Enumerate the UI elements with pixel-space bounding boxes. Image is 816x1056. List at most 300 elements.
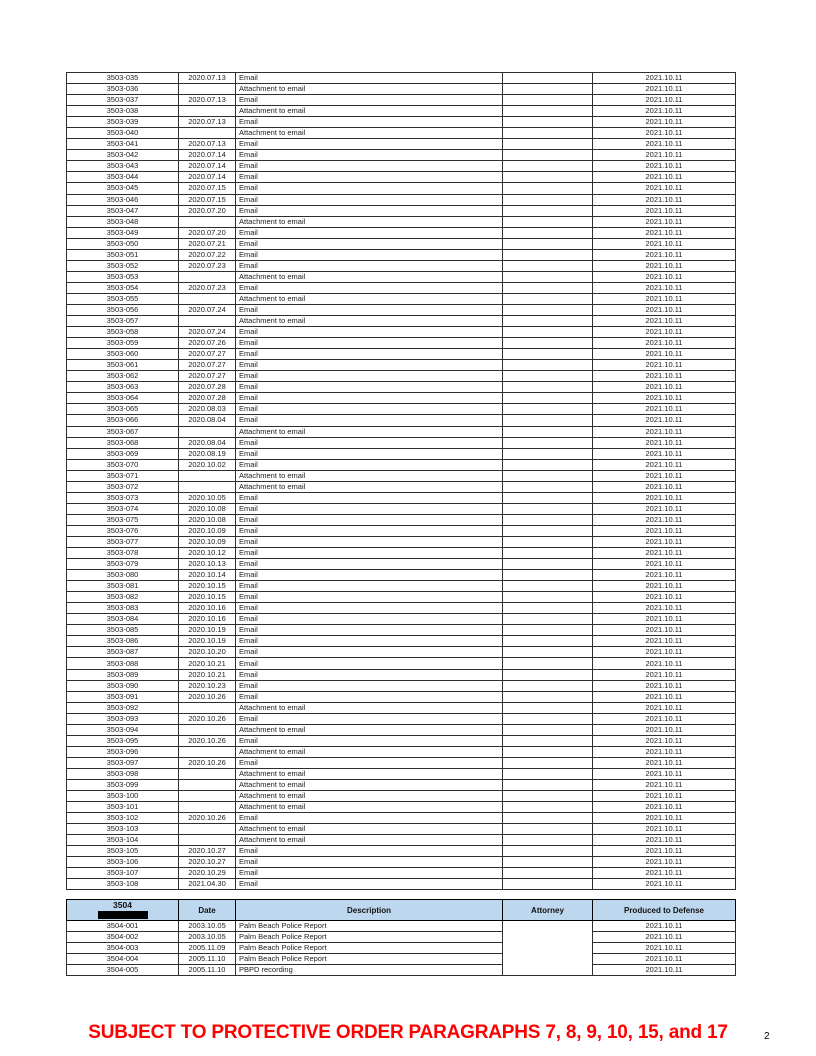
control-number-cell: 3503-075 (67, 514, 179, 525)
table-row (67, 249, 736, 260)
date-cell (179, 481, 236, 492)
produced-cell: 2021.10.11 (593, 559, 736, 570)
produced-cell: 2021.10.11 (593, 724, 736, 735)
table-row (67, 282, 736, 293)
attorney-cell (503, 570, 593, 581)
description-cell: Attachment to email (236, 426, 503, 437)
produced-cell: 2021.10.11 (593, 338, 736, 349)
control-number-cell: 3503-084 (67, 614, 179, 625)
attorney-cell (503, 592, 593, 603)
date-cell: 2020.10.29 (179, 868, 236, 879)
control-number-cell: 3503-041 (67, 139, 179, 150)
table-row (67, 724, 736, 735)
produced-cell: 2021.10.11 (593, 437, 736, 448)
table-row (67, 581, 736, 592)
description-cell: Email (236, 161, 503, 172)
attorney-cell (503, 868, 593, 879)
attorney-cell (503, 921, 593, 976)
table-row (67, 835, 736, 846)
table-row (67, 954, 736, 965)
produced-cell: 2021.10.11 (593, 172, 736, 183)
control-number-cell: 3503-103 (67, 824, 179, 835)
control-number-cell: 3503-035 (67, 73, 179, 84)
attorney-cell (503, 415, 593, 426)
produced-cell: 2021.10.11 (593, 669, 736, 680)
control-number-cell: 3503-047 (67, 205, 179, 216)
control-number-cell: 3503-093 (67, 713, 179, 724)
produced-cell: 2021.10.11 (593, 271, 736, 282)
date-cell: 2005.11.10 (179, 965, 236, 976)
control-number-cell: 3503-107 (67, 868, 179, 879)
produced-cell: 2021.10.11 (593, 448, 736, 459)
exhibit-3504-header-row (67, 900, 736, 921)
date-cell: 2020.10.27 (179, 846, 236, 857)
produced-cell: 2021.10.11 (593, 680, 736, 691)
date-cell: 2020.07.20 (179, 227, 236, 238)
produced-cell: 2021.10.11 (593, 117, 736, 128)
description-cell: Palm Beach Police Report (236, 954, 503, 965)
produced-cell: 2021.10.11 (593, 835, 736, 846)
date-cell: 2020.07.27 (179, 349, 236, 360)
attorney-cell (503, 338, 593, 349)
control-number-cell: 3504-003 (67, 943, 179, 954)
description-cell: Attachment to email (236, 702, 503, 713)
produced-cell: 2021.10.11 (593, 768, 736, 779)
control-number-cell: 3504-001 (67, 921, 179, 932)
control-number-cell: 3503-069 (67, 448, 179, 459)
date-cell: 2020.10.16 (179, 614, 236, 625)
date-cell: 2003.10.05 (179, 921, 236, 932)
date-cell: 2020.10.08 (179, 503, 236, 514)
produced-cell: 2021.10.11 (593, 932, 736, 943)
date-header: Date (179, 900, 236, 921)
control-number-cell: 3503-038 (67, 106, 179, 117)
description-cell: Email (236, 459, 503, 470)
control-number-cell: 3503-100 (67, 791, 179, 802)
date-cell: 2020.10.08 (179, 514, 236, 525)
description-cell: Email (236, 437, 503, 448)
date-cell: 2020.07.15 (179, 194, 236, 205)
control-number-cell: 3503-071 (67, 470, 179, 481)
table-row (67, 614, 736, 625)
description-cell: Attachment to email (236, 481, 503, 492)
produced-cell: 2021.10.11 (593, 139, 736, 150)
description-cell: Email (236, 813, 503, 824)
description-cell: Email (236, 857, 503, 868)
table-row (67, 271, 736, 282)
description-cell: Email (236, 548, 503, 559)
description-cell: Palm Beach Police Report (236, 932, 503, 943)
produced-cell: 2021.10.11 (593, 393, 736, 404)
produced-cell: 2021.10.11 (593, 735, 736, 746)
table-row (67, 943, 736, 954)
attorney-cell (503, 117, 593, 128)
produced-cell: 2021.10.11 (593, 824, 736, 835)
attorney-cell (503, 316, 593, 327)
produced-cell: 2021.10.11 (593, 260, 736, 271)
attorney-cell (503, 470, 593, 481)
attorney-cell (503, 448, 593, 459)
control-number-cell: 3503-042 (67, 150, 179, 161)
control-number-cell: 3503-099 (67, 780, 179, 791)
produced-cell: 2021.10.11 (593, 183, 736, 194)
date-cell: 2020.07.14 (179, 172, 236, 183)
produced-cell: 2021.10.11 (593, 503, 736, 514)
table-row (67, 316, 736, 327)
table-row (67, 514, 736, 525)
date-cell: 2020.07.28 (179, 393, 236, 404)
date-cell: 2020.07.27 (179, 360, 236, 371)
attorney-cell (503, 327, 593, 338)
date-cell: 2020.10.21 (179, 669, 236, 680)
date-cell: 2020.08.03 (179, 404, 236, 415)
table-row (67, 139, 736, 150)
control-number-cell: 3503-054 (67, 282, 179, 293)
protective-order-notice: SUBJECT TO PROTECTIVE ORDER PARAGRAPHS 7, 8, 9, 10, 15, and 17 (88, 1022, 728, 1043)
exhibit-3503-table (66, 72, 736, 890)
description-cell: Attachment to email (236, 768, 503, 779)
control-number-cell: 3503-106 (67, 857, 179, 868)
attorney-cell (503, 205, 593, 216)
control-number-cell: 3503-067 (67, 426, 179, 437)
control-number-cell: 3503-104 (67, 835, 179, 846)
description-cell: Email (236, 514, 503, 525)
control-number-cell: 3503-052 (67, 260, 179, 271)
control-number-cell: 3503-065 (67, 404, 179, 415)
date-cell: 2020.07.24 (179, 304, 236, 315)
description-cell: Attachment to email (236, 791, 503, 802)
description-cell: Attachment to email (236, 106, 503, 117)
date-cell: 2020.10.21 (179, 658, 236, 669)
control-number-cell: 3503-059 (67, 338, 179, 349)
table-row (67, 183, 736, 194)
produced-cell: 2021.10.11 (593, 757, 736, 768)
date-cell (179, 316, 236, 327)
control-number-cell: 3503-053 (67, 271, 179, 282)
produced-cell: 2021.10.11 (593, 921, 736, 932)
date-cell: 2020.07.23 (179, 260, 236, 271)
date-cell: 2020.08.19 (179, 448, 236, 459)
produced-cell: 2021.10.11 (593, 592, 736, 603)
table-row (67, 702, 736, 713)
control-number-cell: 3503-049 (67, 227, 179, 238)
description-cell: Email (236, 581, 503, 592)
description-cell: Email (236, 95, 503, 106)
attorney-header: Attorney (503, 900, 593, 921)
description-cell: Email (236, 691, 503, 702)
description-cell: Email (236, 238, 503, 249)
date-cell: 2020.10.13 (179, 559, 236, 570)
attorney-cell (503, 581, 593, 592)
description-cell: Attachment to email (236, 746, 503, 757)
description-cell: Email (236, 183, 503, 194)
date-cell (179, 768, 236, 779)
description-cell: Email (236, 117, 503, 128)
attorney-cell (503, 647, 593, 658)
date-cell (179, 216, 236, 227)
control-number-cell: 3503-090 (67, 680, 179, 691)
control-number-cell: 3503-095 (67, 735, 179, 746)
attorney-cell (503, 780, 593, 791)
produced-cell: 2021.10.11 (593, 636, 736, 647)
control-number-cell: 3504-005 (67, 965, 179, 976)
date-cell: 2020.10.15 (179, 581, 236, 592)
date-cell: 2020.10.19 (179, 625, 236, 636)
date-cell: 2020.10.23 (179, 680, 236, 691)
attorney-cell (503, 84, 593, 95)
attorney-cell (503, 183, 593, 194)
produced-cell: 2021.10.11 (593, 227, 736, 238)
description-cell: Email (236, 371, 503, 382)
attorney-cell (503, 349, 593, 360)
date-cell (179, 824, 236, 835)
description-cell: Email (236, 227, 503, 238)
date-cell: 2020.10.19 (179, 636, 236, 647)
attorney-cell (503, 514, 593, 525)
produced-cell: 2021.10.11 (593, 846, 736, 857)
produced-cell: 2021.10.11 (593, 73, 736, 84)
attorney-cell (503, 691, 593, 702)
table-row (67, 932, 736, 943)
control-number-cell: 3503-040 (67, 128, 179, 139)
attorney-cell (503, 172, 593, 183)
description-cell: Attachment to email (236, 470, 503, 481)
table-row (67, 647, 736, 658)
description-cell: Attachment to email (236, 128, 503, 139)
produced-cell: 2021.10.11 (593, 625, 736, 636)
description-cell: Palm Beach Police Report (236, 921, 503, 932)
attorney-cell (503, 481, 593, 492)
description-cell: Email (236, 327, 503, 338)
table-row (67, 470, 736, 481)
produced-cell: 2021.10.11 (593, 536, 736, 547)
produced-cell: 2021.10.11 (593, 780, 736, 791)
table-row (67, 658, 736, 669)
date-cell: 2020.07.24 (179, 327, 236, 338)
attorney-cell (503, 282, 593, 293)
table-row (67, 161, 736, 172)
date-cell: 2020.10.16 (179, 603, 236, 614)
attorney-cell (503, 304, 593, 315)
date-cell: 2020.10.05 (179, 492, 236, 503)
description-cell: Attachment to email (236, 84, 503, 95)
produced-cell: 2021.10.11 (593, 802, 736, 813)
control-number-cell: 3503-082 (67, 592, 179, 603)
attorney-cell (503, 724, 593, 735)
table-row (67, 304, 736, 315)
table-row (67, 713, 736, 724)
description-cell: Email (236, 448, 503, 459)
description-cell: Attachment to email (236, 316, 503, 327)
table-row (67, 525, 736, 536)
produced-cell: 2021.10.11 (593, 415, 736, 426)
produced-cell: 2021.10.11 (593, 382, 736, 393)
attorney-cell (503, 161, 593, 172)
attorney-cell (503, 636, 593, 647)
table-row (67, 846, 736, 857)
date-cell: 2020.07.14 (179, 161, 236, 172)
table-row (67, 965, 736, 976)
table-row (67, 592, 736, 603)
date-cell (179, 470, 236, 481)
produced-cell: 2021.10.11 (593, 371, 736, 382)
produced-cell: 2021.10.11 (593, 216, 736, 227)
control-number-cell: 3503-068 (67, 437, 179, 448)
table-row (67, 625, 736, 636)
produced-cell: 2021.10.11 (593, 614, 736, 625)
table-row (67, 117, 736, 128)
produced-cell: 2021.10.11 (593, 514, 736, 525)
date-cell: 2020.07.21 (179, 238, 236, 249)
description-cell: Email (236, 570, 503, 581)
table-row (67, 492, 736, 503)
table-row (67, 227, 736, 238)
control-number-cell: 3503-076 (67, 525, 179, 536)
control-number-cell: 3503-045 (67, 183, 179, 194)
date-cell (179, 802, 236, 813)
attorney-cell (503, 503, 593, 514)
attorney-cell (503, 824, 593, 835)
control-number-cell: 3503-085 (67, 625, 179, 636)
attorney-cell (503, 73, 593, 84)
table-row (67, 382, 736, 393)
control-number-cell: 3503-091 (67, 691, 179, 702)
date-cell (179, 780, 236, 791)
table-row (67, 791, 736, 802)
attorney-cell (503, 227, 593, 238)
attorney-cell (503, 713, 593, 724)
description-cell: Email (236, 536, 503, 547)
attorney-cell (503, 625, 593, 636)
attorney-cell (503, 492, 593, 503)
date-cell: 2020.10.27 (179, 857, 236, 868)
attorney-cell (503, 404, 593, 415)
control-number-cell: 3503-056 (67, 304, 179, 315)
date-cell: 2020.07.28 (179, 382, 236, 393)
control-number-cell: 3503-087 (67, 647, 179, 658)
control-number-cell: 3503-105 (67, 846, 179, 857)
control-number-cell: 3503-058 (67, 327, 179, 338)
produced-cell: 2021.10.11 (593, 282, 736, 293)
date-cell: 2020.07.14 (179, 150, 236, 161)
produced-cell: 2021.10.11 (593, 713, 736, 724)
description-cell: Email (236, 282, 503, 293)
control-number-cell: 3503-098 (67, 768, 179, 779)
table-row (67, 459, 736, 470)
control-number-cell: 3503-061 (67, 360, 179, 371)
description-cell: Attachment to email (236, 802, 503, 813)
table-row (67, 548, 736, 559)
produced-cell: 2021.10.11 (593, 360, 736, 371)
control-number-cell: 3504-004 (67, 954, 179, 965)
table-row (67, 360, 736, 371)
produced-cell: 2021.10.11 (593, 581, 736, 592)
description-cell: Email (236, 757, 503, 768)
produced-cell: 2021.10.11 (593, 548, 736, 559)
control-number-cell: 3503-086 (67, 636, 179, 647)
attorney-cell (503, 426, 593, 437)
description-cell: Email (236, 614, 503, 625)
description-cell: Email (236, 415, 503, 426)
table-row (67, 746, 736, 757)
attorney-cell (503, 735, 593, 746)
produced-cell: 2021.10.11 (593, 746, 736, 757)
attorney-cell (503, 802, 593, 813)
produced-cell: 2021.10.11 (593, 349, 736, 360)
attorney-cell (503, 293, 593, 304)
produced-cell: 2021.10.11 (593, 404, 736, 415)
table-row (67, 293, 736, 304)
produced-cell: 2021.10.11 (593, 194, 736, 205)
produced-cell: 2021.10.11 (593, 205, 736, 216)
control-number-cell: 3503-096 (67, 746, 179, 757)
attorney-cell (503, 249, 593, 260)
description-cell: Email (236, 404, 503, 415)
description-cell: Email (236, 879, 503, 890)
produced-cell: 2021.10.11 (593, 327, 736, 338)
exhibit-number-header (67, 900, 179, 921)
date-cell (179, 426, 236, 437)
date-cell (179, 84, 236, 95)
table-row (67, 216, 736, 227)
control-number-cell: 3503-072 (67, 481, 179, 492)
date-cell: 2020.07.23 (179, 282, 236, 293)
attorney-cell (503, 128, 593, 139)
table-row (67, 172, 736, 183)
description-cell: Palm Beach Police Report (236, 943, 503, 954)
table-row (67, 106, 736, 117)
attorney-cell (503, 791, 593, 802)
produced-cell: 2021.10.11 (593, 106, 736, 117)
produced-cell: 2021.10.11 (593, 791, 736, 802)
attorney-cell (503, 536, 593, 547)
control-number-cell: 3503-079 (67, 559, 179, 570)
control-number-cell: 3503-088 (67, 658, 179, 669)
table-row (67, 338, 736, 349)
table-row (67, 371, 736, 382)
produced-cell: 2021.10.11 (593, 304, 736, 315)
date-cell (179, 106, 236, 117)
date-cell (179, 271, 236, 282)
produced-cell: 2021.10.11 (593, 459, 736, 470)
control-number-cell: 3503-083 (67, 603, 179, 614)
produced-cell: 2021.10.11 (593, 525, 736, 536)
control-number-cell: 3503-077 (67, 536, 179, 547)
table-row (67, 768, 736, 779)
date-cell: 2020.10.26 (179, 735, 236, 746)
description-cell: Email (236, 172, 503, 183)
date-cell: 2020.07.22 (179, 249, 236, 260)
produced-cell: 2021.10.11 (593, 943, 736, 954)
control-number-cell: 3503-097 (67, 757, 179, 768)
table-row (67, 205, 736, 216)
table-row (67, 95, 736, 106)
description-cell: Email (236, 349, 503, 360)
description-cell: Email (236, 194, 503, 205)
date-cell (179, 293, 236, 304)
description-cell: Email (236, 525, 503, 536)
exhibit-3504-table (66, 899, 736, 976)
produced-cell: 2021.10.11 (593, 492, 736, 503)
description-cell: Email (236, 150, 503, 161)
control-number-cell: 3503-064 (67, 393, 179, 404)
attorney-cell (503, 216, 593, 227)
control-number-cell: 3503-055 (67, 293, 179, 304)
table-row (67, 691, 736, 702)
attorney-cell (503, 393, 593, 404)
table-row (67, 824, 736, 835)
date-cell: 2020.07.27 (179, 371, 236, 382)
